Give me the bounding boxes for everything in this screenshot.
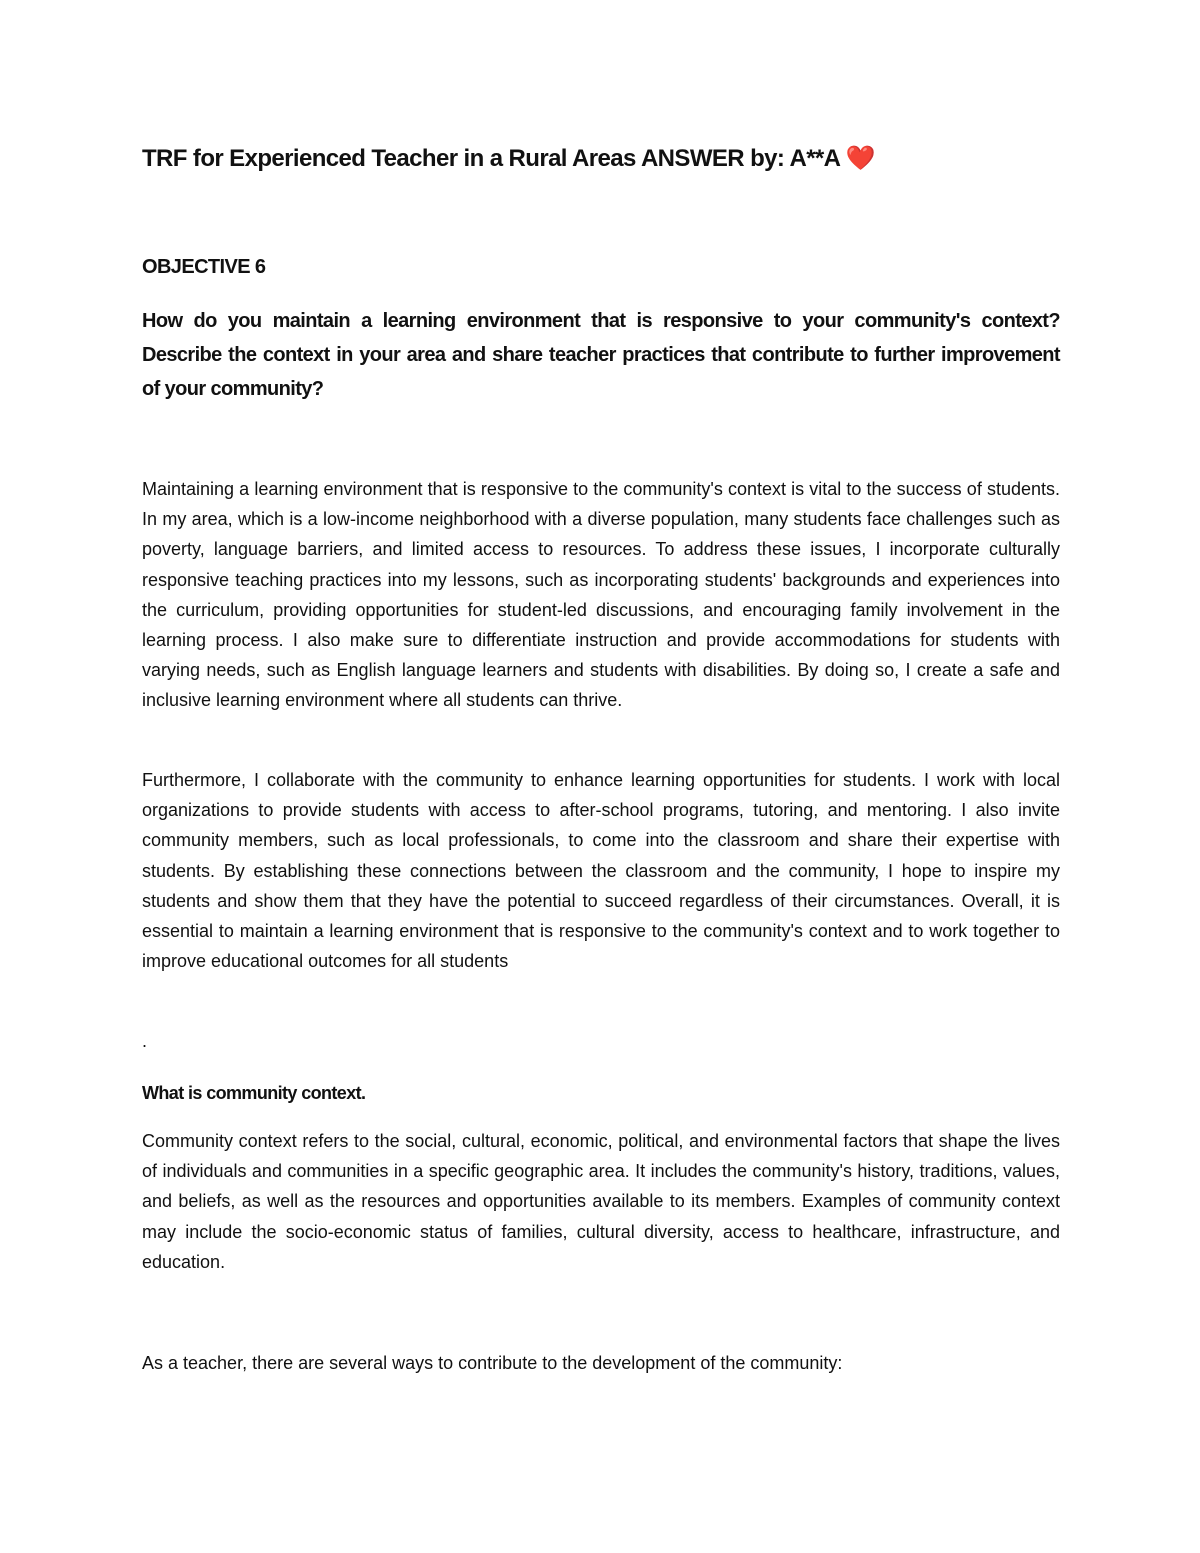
- definition-paragraph: Community context refers to the social, cultural, economic, political, and environmental factors that shape the lives of individuals and communities in a specific geographic area. It includes the community's history, traditions, values, and beliefs, as well as the resources and opportunities available to its members. Examples of community context may include the socio-economic status of families, cultural diversity, access to healthcare, infrastructure, and education.: [142, 1131, 1060, 1272]
- subheading: What is community context.: [142, 1083, 366, 1103]
- question-heading: How do you maintain a learning environment that is responsive to your community's context? Describe the context in your area and share teacher practices that contribute to further improvement of your community?: [142, 310, 1060, 400]
- objective-heading: OBJECTIVE 6: [142, 256, 266, 278]
- separator-dot: .: [142, 1031, 148, 1051]
- closing-paragraph: As a teacher, there are several ways to contribute to the development of the community:: [142, 1353, 843, 1373]
- answer-paragraph-1: Maintaining a learning environment that is responsive to the community's context is vital to the success of students. In my area, which is a low-income neighborhood with a diverse population, many students face challenges such as poverty, language barriers, and limited access to resources. To address these issues, I incorporate culturally responsive teaching practices into my lessons, such as incorporating students' backgrounds and experiences into the curriculum, providing opportunities for student-led discussions, and encouraging family involvement in the learning process. I also make sure to differentiate instruction and provide accommodations for students with varying needs, such as English language learners and students with disabilities. By doing so, I create a safe and inclusive learning environment where all students can thrive.: [142, 479, 1060, 711]
- answer-paragraph-2: Furthermore, I collaborate with the community to enhance learning opportunities for students. I work with local organizations to provide students with access to after-school programs, tutoring, and mentoring. I also invite community members, such as local professionals, to come into the classroom and share their expertise with students. By establishing these connections between the classroom and the community, I hope to inspire my students and show them that they have the potential to succeed regardless of their circumstances. Overall, it is essential to maintain a learning environment that is responsive to the community's context and to work together to improve educational outcomes for all students: [142, 770, 1060, 972]
- document-title: [142, 142, 1060, 176]
- title-text: TRF for Experienced Teacher in a Rural Areas ANSWER by: A**A: [142, 145, 840, 172]
- heart-icon: ❤️: [845, 145, 875, 172]
